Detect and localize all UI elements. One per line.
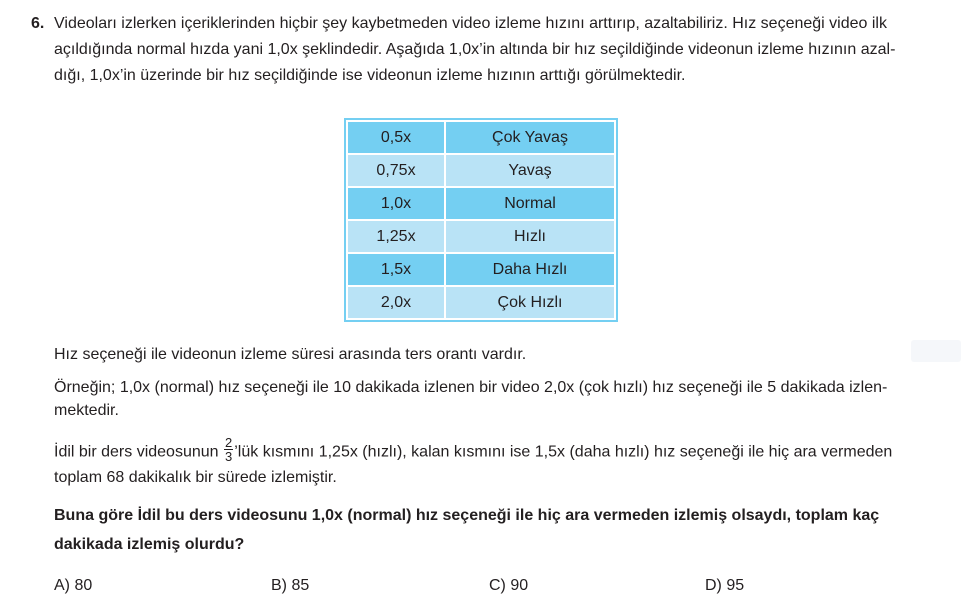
speed-table (346, 120, 616, 320)
table-row (347, 220, 615, 253)
table-row (347, 154, 615, 187)
table-row (347, 253, 615, 286)
problem-text-before: İdil bir ders videosunun (54, 443, 219, 461)
label-cell: Daha Hızlı (445, 253, 615, 286)
table-row (347, 286, 615, 319)
speed-cell: 0,5x (347, 121, 445, 154)
label-cell: Çok Hızlı (445, 286, 615, 319)
problem-line-2: toplam 68 dakikalık bir sürede izlemiştir. (54, 469, 337, 486)
fraction-denominator: 3 (225, 449, 233, 464)
option-a[interactable]: A) 80 (54, 577, 93, 594)
question-number: 6. (31, 15, 45, 32)
table-row (347, 187, 615, 220)
label-cell: Yavaş (445, 154, 615, 187)
intro-line-1: Videoları izlerken içeriklerinden hiçbir şey kaybetmeden video izleme hızını arttırıp, azaltabiliriz. Hız seçeneği video ilk (54, 15, 887, 32)
faint-overlay (911, 340, 961, 362)
intro-line-3: dığı, 1,0x’in üzerinde bir hız seçildiğinde ise videonun izleme hızının arttığı görülmektedir. (54, 67, 686, 84)
speed-cell: 1,5x (347, 253, 445, 286)
option-c[interactable]: C) 90 (489, 577, 529, 594)
option-d[interactable]: D) 95 (705, 577, 745, 594)
ask-line-2: dakikada izlemiş olurdu? (54, 536, 245, 553)
option-b[interactable]: B) 85 (271, 577, 310, 594)
table-row (347, 121, 615, 154)
intro-line-2: açıldığında normal hızda yani 1,0x şeklindedir. Aşağıda 1,0x’in altında bir hız seçildiğinde videonun izleme hızının azal- (54, 41, 896, 58)
speed-cell: 1,0x (347, 187, 445, 220)
label-cell: Çok Yavaş (445, 121, 615, 154)
label-cell: Normal (445, 187, 615, 220)
ask-line-1: Buna göre İdil bu ders videosunu 1,0x (normal) hız seçeneği ile hiç ara vermeden izlemiş olsaydı, toplam kaç (54, 507, 880, 524)
label-cell: Hızlı (445, 220, 615, 253)
speed-cell: 2,0x (347, 286, 445, 319)
fraction (224, 436, 233, 463)
example-line-2: mektedir. (54, 402, 119, 419)
example-line-1: Örneğin; 1,0x (normal) hız seçeneği ile 10 dakikada izlenen bir video 2,0x (çok hızlı) hız seçeneği ile 5 dakikada izlen- (54, 379, 888, 396)
problem-text-after: ’lük kısmını 1,25x (hızlı), kalan kısmını ise 1,5x (daha hızlı) hız seçeneği ile hiç ara vermeden (234, 443, 893, 461)
speed-cell: 1,25x (347, 220, 445, 253)
fraction-numerator: 2 (225, 435, 233, 450)
speed-cell: 0,75x (347, 154, 445, 187)
statement-line: Hız seçeneği ile videonun izleme süresi arasında ters orantı vardır. (54, 346, 527, 363)
problem-line-1 (54, 435, 893, 466)
